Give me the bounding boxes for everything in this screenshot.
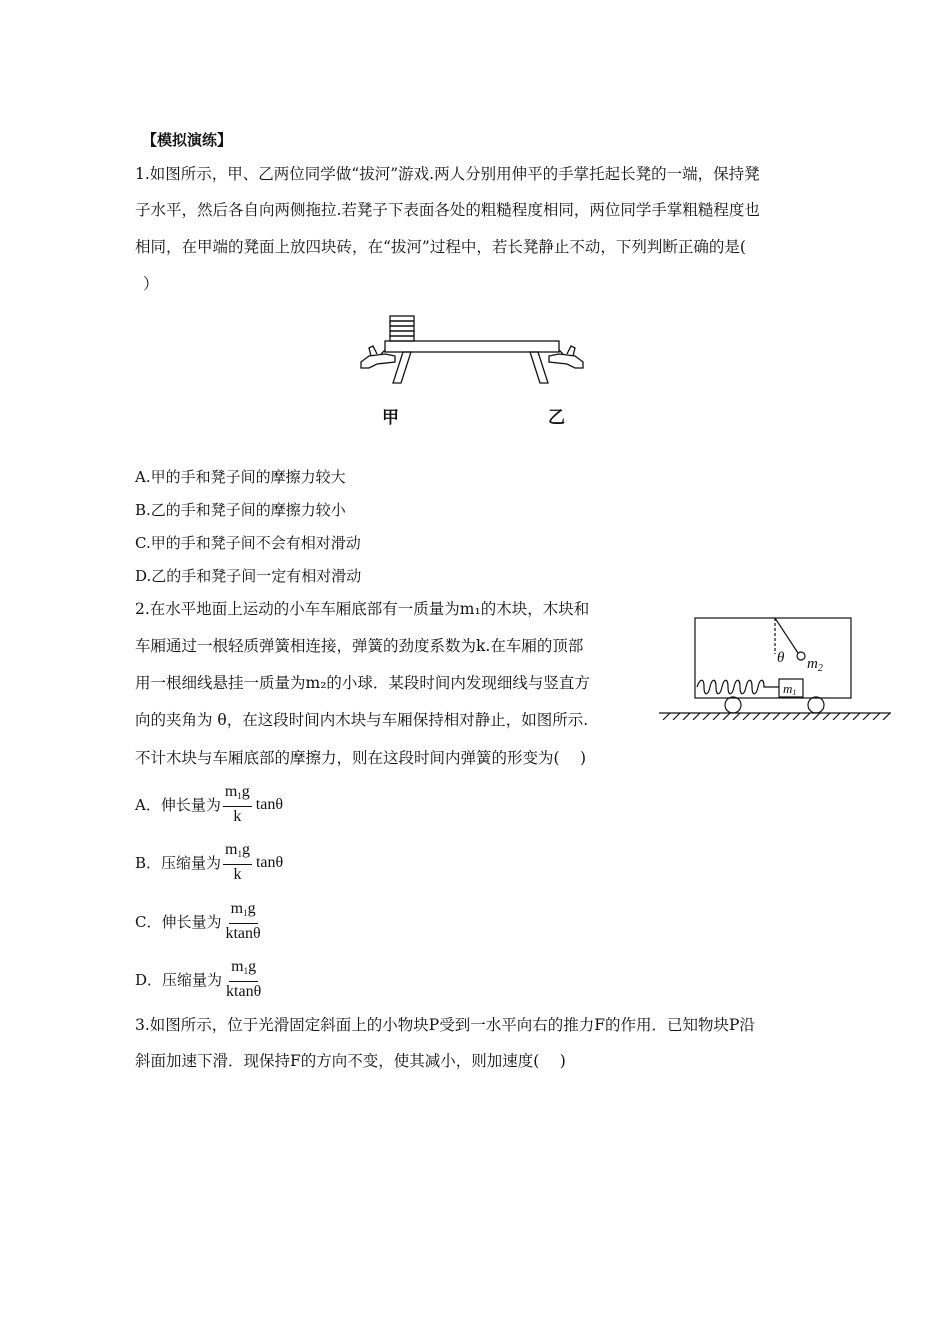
q3-line-1: 3.如图所示，位于光滑固定斜面上的小物块P受到一水平向右的推力F的作用．已知物块P沿 (135, 1016, 755, 1034)
q1-option-b: B.乙的手和凳子间的摩擦力较小 (135, 501, 346, 519)
q2-option-a-prefix: A．伸长量为 (135, 796, 221, 814)
q2-option-c (135, 900, 265, 943)
q2-option-b-prefix: B．压缩量为 (135, 854, 222, 872)
q1-line-1: 1.如图所示，甲、乙两位同学做“拔河”游戏.两人分别用伸平的手掌托起长凳的一端，保持凳 (135, 165, 760, 183)
q2-option-a (135, 783, 283, 826)
fraction-numerator-tail: g (241, 783, 250, 800)
theta-label: θ (777, 650, 785, 666)
q1-option-c: C.甲的手和凳子间不会有相对滑动 (135, 534, 361, 552)
figure-label-yi: 乙 (548, 408, 565, 428)
q2-line-3: 用一根细线悬挂一质量为m₂的小球．某段时间内发现细线与竖直方 (135, 674, 590, 692)
fraction-numerator-sub: 1 (243, 966, 249, 976)
fraction-numerator-tail: g (247, 900, 256, 917)
figure-label-jia: 甲 (382, 408, 399, 428)
fraction-numerator-tail: g (241, 841, 250, 858)
q1-line-2: 子水平，然后各自向两侧拖拉.若凳子下表面各处的粗糙程度相同，两位同学手掌粗糙程度也 (135, 201, 760, 219)
fraction-numerator-sub: 1 (243, 908, 248, 918)
m1-sub-label: 1 (792, 688, 797, 697)
q2-option-b-fraction (223, 841, 252, 884)
q1-option-a: A.甲的手和凳子间的摩擦力较大 (135, 468, 346, 486)
fraction-denominator: k (233, 866, 242, 883)
fraction-numerator: m (224, 783, 238, 800)
fraction-numerator: m (230, 900, 244, 917)
q2-option-d-prefix: D．压缩量为 (135, 971, 223, 989)
q2-option-d (135, 958, 265, 1001)
svg-text:m1 (783, 681, 796, 697)
q2-option-b-tail: tanθ (255, 853, 284, 871)
q2-option-a-fraction (223, 783, 252, 826)
q1-option-d: D.乙的手和凳子间一定有相对滑动 (135, 567, 362, 585)
q2-option-a-tail: tanθ (255, 795, 284, 813)
fraction-numerator-tail: g (248, 958, 257, 975)
q2-line-4: 向的夹角为 θ，在这段时间内木块与车厢保持相对静止，如图所示. (135, 711, 589, 729)
q2-line-2: 车厢通过一根轻质弹簧相连接，弹簧的劲度系数为k.在车厢的顶部 (135, 637, 584, 655)
q2-option-b (135, 841, 283, 884)
q2-line-1: 2.在水平地面上运动的小车车厢底部有一质量为m₁的木块，木块和 (135, 600, 590, 618)
fraction-denominator: ktanθ (225, 925, 261, 942)
q3-line-2: 斜面加速下滑．现保持F的方向不变，使其减小，则加速度( ) (135, 1052, 566, 1070)
q1-line-4: ） (143, 275, 159, 293)
m2-label: m (807, 656, 818, 672)
fraction-denominator: k (233, 808, 242, 825)
bench-figure (355, 310, 595, 390)
m2-sub-label: 2 (817, 663, 823, 674)
q2-line-5: 不计木块与车厢底部的摩擦力，则在这段时间内弹簧的形变为( ) (135, 749, 587, 767)
fraction-numerator: m (225, 841, 238, 858)
q1-line-3: 相同，在甲端的凳面上放四块砖，在“拔河”过程中，若长凳静止不动，下列判断正确的是( (135, 238, 746, 256)
svg-text:m2 (807, 656, 823, 674)
q2-option-d-fraction (224, 958, 263, 1001)
fraction-numerator-sub: 1 (237, 791, 242, 801)
cart-figure (655, 610, 895, 720)
q2-option-c-fraction (223, 900, 262, 943)
fraction-numerator-sub: 1 (237, 849, 242, 859)
section-title: 【模拟演练】 (142, 131, 233, 149)
q2-option-c-prefix: C．伸长量为 (135, 913, 222, 931)
fraction-denominator: ktanθ (226, 983, 262, 1000)
fraction-numerator: m (231, 958, 244, 975)
m1-label: m (783, 681, 793, 696)
